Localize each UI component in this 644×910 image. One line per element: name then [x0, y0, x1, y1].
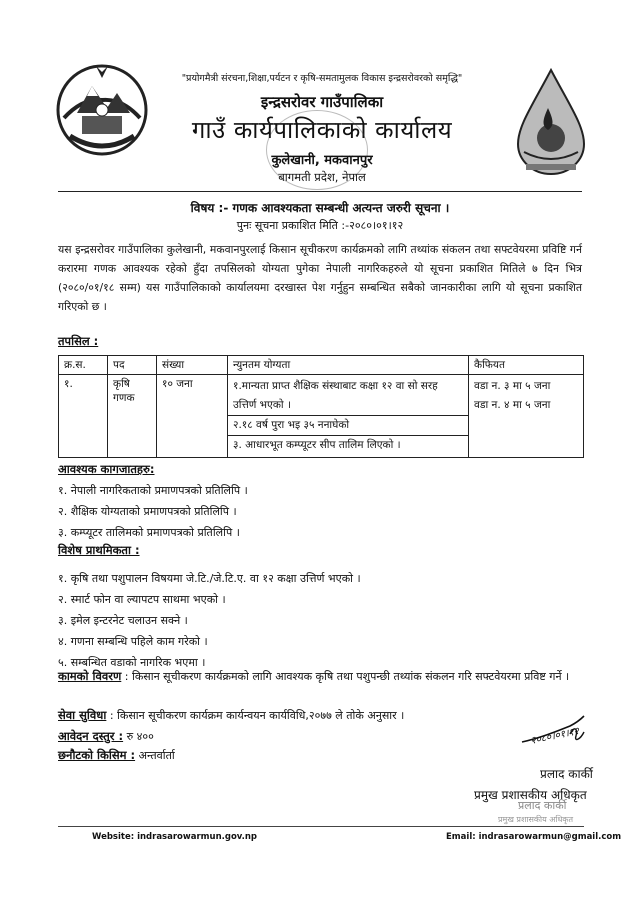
province: बागमती प्रदेश, नेपाल [278, 170, 366, 184]
work-description [58, 667, 582, 686]
office-address: कुलेखानी, मकवानपुर [271, 153, 373, 168]
list-item: ३. कम्प्यूटर तालिमको प्रमाणपत्रको प्रतिलिपि । [58, 526, 240, 539]
details-table [58, 355, 584, 458]
stamp-name: प्रलाद कार्की [518, 799, 567, 812]
row-sn: १. [59, 375, 108, 458]
selection-label: छनौटको किसिम : [58, 748, 136, 762]
selection-text: अन्तर्वार्ता [138, 749, 175, 762]
qualification-item: २.१८ वर्ष पुरा भइ ३५ ननाघेको [228, 415, 468, 435]
list-item: २. स्मार्ट फोन वा ल्यापटप साथमा भएको । [58, 593, 226, 606]
qualification-item: ३. आधारभूत कम्प्यूटर सीप तालिम लिएको । [228, 435, 468, 455]
table-header-row [59, 356, 584, 375]
signatory-title: प्रमुख प्रशासकीय अधिकृत [474, 788, 587, 802]
signatory-name: प्रलाद कार्की [540, 767, 593, 781]
list-item: ३. इमेल इन्टरनेट चलाउन सक्ने । [58, 614, 188, 627]
list-item: ५. सम्बन्धित वडाको नागरिक भएमा । [58, 656, 206, 669]
header-sn: क्र.स. [59, 356, 108, 375]
municipality-name: इन्द्रसरोवर गाउँपालिका [260, 93, 384, 111]
footer-divider [58, 826, 584, 827]
handwritten-date: २०८०।०१।१२ [529, 725, 581, 747]
stamp-title: प्रमुख प्रशासकीय अधिकृत [498, 815, 574, 824]
footer-email: Email: indrasarowarmun@gmail.com [446, 832, 622, 842]
priority-list [58, 568, 361, 673]
table-row [59, 375, 584, 458]
header-post: पद [108, 356, 157, 375]
details-label: तपसिल : [58, 334, 99, 348]
service-label: सेवा सुविधा [58, 708, 107, 722]
row-post: कृषि गणक [108, 375, 157, 458]
documents-list [58, 480, 248, 543]
documents-label: आवश्यक कागजातहरु: [58, 462, 155, 476]
service-facility [58, 708, 582, 723]
fee-label: आवेदन दस्तुर : [58, 729, 124, 743]
republish-date: पुनः सूचना प्रकाशित मिति :-२०८०।०१।१२ [236, 219, 404, 232]
work-label: कामको विवरण [58, 669, 122, 683]
row-qualifications [228, 375, 469, 458]
list-item: १. नेपाली नागरिकताको प्रमाणपत्रको प्रतिलिपि । [58, 484, 248, 497]
qualification-item: १.मान्यता प्राप्त शैक्षिक संस्थाबाट कक्षा १२ वा सो सरह उत्तिर्ण भएको । [233, 380, 438, 411]
work-text: : किसान सूचीकरण कार्यक्रमको लागि आवश्यक कृषि तथा पशुपन्छी तथ्यांक संकलन गरि सफ्टवेयरमा प्रविष्ट गर्ने । [124, 670, 570, 683]
remark-item: वडा न. ३ मा ५ जना [474, 380, 551, 392]
list-item: ४. गणना सम्बन्धि पहिले काम गरेको । [58, 635, 208, 648]
office-seal-stamp [266, 110, 368, 190]
header-remarks: कैफियत [469, 356, 584, 375]
priority-label: विशेष प्राथमिकता : [58, 543, 140, 557]
remark-item: वडा न. ४ मा ५ जना [474, 399, 551, 411]
header-divider [58, 191, 582, 192]
list-item: २. शैक्षिक योग्यताको प्रमाणपत्रको प्रतिलिपि । [58, 505, 237, 518]
row-remarks [469, 375, 584, 458]
notice-subject: विषय :- गणक आवश्यकता सम्बन्धी अत्यन्त जरुरी सूचना । [190, 201, 450, 215]
notice-body: यस इन्द्रसरोवर गाउँपालिका कुलेखानी, मकवानपुरलाई किसान सूचीकरण कार्यक्रमको लागि तथ्यांक संकलन तथा सफ्टवेयरमा प्रविष्टि गर्न करारमा गणक आवश्यक रहेको हुँदा तपसिलको योग्यता पुगेका नेपाली नागरिकहरुले यो सूचना प्रकाशित मितिले ७ दिन भित्र (२०८०/०१/१८ सम्म) यस गाउँपालिकाको कार्यालयमा दरखास्त पेश गर्नुहुन सम्बन्धित सबैको जानकारीका लागि यो सूचना प्रकाशित गरिएको छ । [58, 243, 582, 313]
application-fee [58, 729, 154, 744]
list-item: १. कृषि तथा पशुपालन विषयमा जे.टि./जे.टि.ए. वा १२ कक्षा उत्तिर्ण भएको । [58, 572, 361, 585]
footer-website: Website: indrasarowarmun.gov.np [92, 832, 257, 842]
row-count: १० जना [157, 375, 228, 458]
header-count: संख्या [157, 356, 228, 375]
office-name: गाउँ कार्यपालिकाको कार्यालय [191, 116, 453, 144]
fee-text: रु ४०० [126, 730, 154, 743]
header-qualification: न्युनतम योग्यता [228, 356, 469, 375]
slogan: "प्रयोगमैत्री संरचना,शिक्षा,पर्यटन र कृषि-समतामुलक विकास इन्द्रसरोवरको समृद्धि" [181, 73, 463, 84]
service-text: : किसान सूचीकरण कार्यक्रम कार्यन्वयन कार्यविधि,२०७७ ले तोके अनुसार । [109, 709, 405, 722]
selection-type [58, 748, 175, 763]
